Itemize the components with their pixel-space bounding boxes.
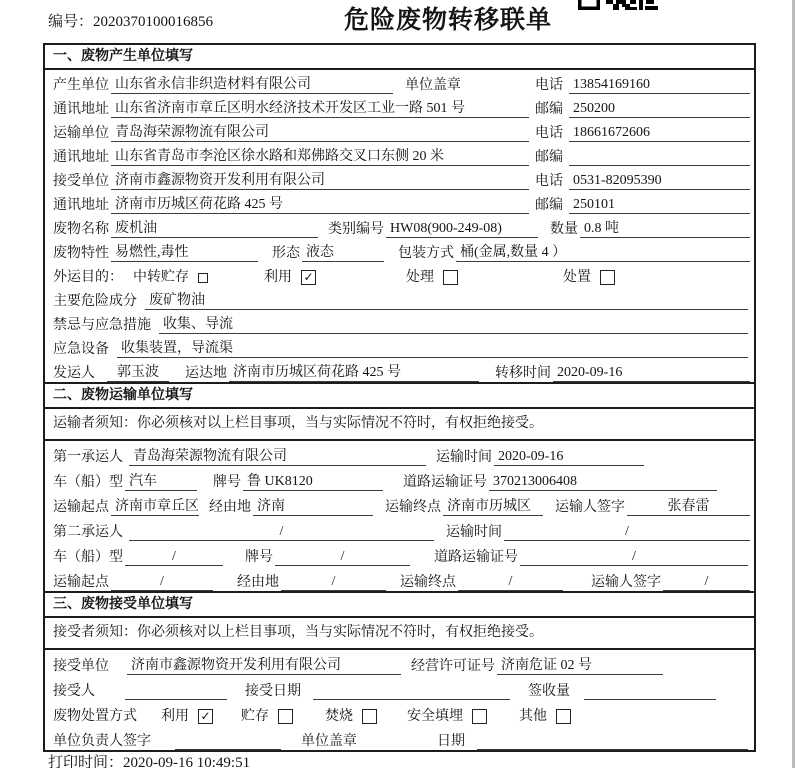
serial-label: 编号： — [48, 14, 94, 30]
section2-header: 二、废物运输单位填写 — [45, 382, 754, 409]
transporter-zip-value — [569, 149, 750, 166]
producer-address-value: 山东省济南市章丘区明水经济技术开发区工业一路 501 号 — [111, 100, 529, 118]
carrier2-label: 第二承运人 — [53, 525, 123, 540]
acceptor-row — [45, 675, 754, 700]
producer-label: 产生单位 — [53, 78, 109, 93]
purpose-row — [45, 262, 754, 286]
transporter-notice: 运输者须知：你必须核对以上栏目事项，当与实际情况不符时，有权拒绝接受。 — [45, 409, 754, 441]
plate1-value: 鲁 UK8120 — [243, 473, 383, 491]
sign2-value: / — [663, 573, 750, 591]
end1-value: 济南市历城区 — [443, 498, 543, 516]
producer-phone-value: 13854169160 — [569, 76, 750, 94]
origin2-value: / — [111, 573, 213, 591]
road-permit-label: 道路运输证号 — [434, 550, 518, 565]
destination-label: 运达地 — [185, 366, 227, 381]
carrier1-label: 第一承运人 — [53, 450, 123, 465]
end2-value: / — [458, 573, 563, 591]
qr-code-fragment-icon — [578, 0, 658, 11]
checkbox-icon — [556, 709, 571, 724]
vehicle-type-label: 车（船）型 — [53, 475, 123, 490]
receiver-address-value: 济南市历城区荷花路 425 号 — [111, 196, 529, 214]
destination-value: 济南市历城区荷花路 425 号 — [229, 364, 479, 382]
vehicle1-value: 汽车 — [125, 473, 197, 491]
print-time-label: 打印时间： — [48, 755, 124, 768]
sign-date-label: 日期 — [437, 734, 465, 749]
purpose-label: 外运目的： — [53, 270, 123, 285]
producer-address-row — [45, 94, 754, 118]
accept-unit-row — [45, 650, 754, 675]
zip-label: 邮编 — [535, 150, 563, 165]
waste-character-row — [45, 238, 754, 262]
purpose-option-utilize — [264, 269, 316, 286]
quantity-label: 数量 — [550, 222, 578, 237]
vehicle-type-label: 车（船）型 — [53, 550, 123, 565]
transport-time-label: 运输时间 — [446, 525, 502, 540]
vehicle2-value: / — [125, 548, 223, 566]
via-label: 经由地 — [209, 500, 251, 515]
vehicle1-row — [45, 466, 754, 491]
manager-sign-row — [45, 725, 754, 750]
form-value: 液态 — [302, 244, 384, 262]
receiver-zip-group — [535, 196, 750, 214]
print-time-line — [48, 751, 250, 768]
manager-sign-label: 单位负责人签字 — [53, 734, 151, 749]
checkbox-checked-icon: ✓ — [301, 270, 316, 285]
shipper-value: 郭玉波 — [107, 364, 169, 382]
end-label: 运输终点 — [385, 500, 441, 515]
producer-row — [45, 70, 754, 94]
equipment-value: 收集装置，导流渠 — [117, 340, 748, 358]
plate2-value: / — [275, 548, 410, 566]
checkbox-icon — [600, 270, 615, 285]
disposal-row — [45, 700, 754, 725]
disposal-option-label: 其他 — [519, 709, 547, 724]
receiver-zip-value: 250101 — [569, 196, 750, 214]
manifest-form-table — [43, 43, 756, 752]
taboo-value: 收集、导流 — [159, 316, 748, 334]
manager-sign-value — [175, 733, 281, 750]
vehicle2-row — [45, 541, 754, 566]
category-label: 类别编号 — [328, 222, 384, 237]
receiver-phone-group — [535, 172, 750, 190]
acceptor-label: 接受人 — [53, 684, 95, 699]
phone-label: 电话 — [535, 78, 563, 93]
producer-value: 山东省永信非织造材料有限公司 — [111, 76, 393, 94]
taboo-row — [45, 310, 754, 334]
origin-label: 运输起点 — [53, 500, 109, 515]
producer-zip-group — [535, 100, 750, 118]
carrier2-value: / — [129, 523, 434, 541]
accept-date-value — [313, 683, 510, 700]
carrier-sign-label: 运输人签字 — [591, 575, 661, 590]
carrier1-row — [45, 441, 754, 466]
permit1-value: 370213006408 — [489, 473, 717, 491]
transporter-address-value: 山东省青岛市李沧区徐水路和郑佛路交叉口东侧 20 米 — [111, 148, 529, 166]
quantity-value: 0.8 吨 — [580, 220, 750, 238]
sign1-value: 张春雷 — [627, 498, 750, 516]
equipment-label: 应急设备 — [53, 342, 109, 357]
receiver-address-row — [45, 190, 754, 214]
disposal-option-incinerate — [325, 708, 377, 725]
section1-header: 一、废物产生单位填写 — [45, 45, 754, 70]
receiver-phone-value: 0531-82095390 — [569, 172, 750, 190]
accept-date-label: 接受日期 — [245, 684, 301, 699]
transporter-phone-group — [535, 124, 750, 142]
producer-zip-value: 250200 — [569, 100, 750, 118]
carrier2-row — [45, 516, 754, 541]
permit2-value: / — [520, 548, 748, 566]
transport-time-label: 运输时间 — [436, 450, 492, 465]
checkbox-icon — [278, 709, 293, 724]
producer-phone-group — [535, 76, 750, 94]
disposal-option-label: 贮存 — [241, 709, 269, 724]
receiver-label: 接受单位 — [53, 174, 109, 189]
section1-body — [45, 70, 754, 382]
purpose-option-label: 利用 — [264, 270, 292, 285]
disposal-option-other — [519, 708, 571, 725]
section2-body — [45, 441, 754, 591]
hazard-row — [45, 286, 754, 310]
receiver-notice: 接受者须知：你必须核对以上栏目事项，当与实际情况不符时，有权拒绝接受。 — [45, 618, 754, 650]
transporter-row — [45, 118, 754, 142]
transporter-address-row — [45, 142, 754, 166]
unit-seal-label: 单位盖章 — [405, 78, 461, 93]
serial-number-line — [48, 10, 213, 31]
disposal-option-label: 焚烧 — [325, 709, 353, 724]
unit-seal-label: 单位盖章 — [301, 734, 357, 749]
route1-row — [45, 491, 754, 516]
received-qty-label: 签收量 — [528, 684, 570, 699]
equipment-row — [45, 334, 754, 358]
purpose-option-transfer — [133, 269, 208, 286]
phone-label: 电话 — [535, 126, 563, 141]
transporter-zip-group — [535, 149, 750, 166]
disposal-option-utilize — [161, 708, 213, 725]
road-permit-label: 道路运输证号 — [403, 475, 487, 490]
checkbox-icon — [443, 270, 458, 285]
checkbox-checked-icon: ✓ — [198, 709, 213, 724]
taboo-label: 禁忌与应急措施 — [53, 318, 151, 333]
waste-name-label: 废物名称 — [53, 222, 109, 237]
received-qty-value — [584, 683, 716, 700]
origin-label: 运输起点 — [53, 575, 109, 590]
zip-label: 邮编 — [535, 198, 563, 213]
purpose-option-label: 处置 — [563, 270, 591, 285]
via-label: 经由地 — [237, 575, 279, 590]
disposal-option-landfill — [407, 708, 487, 725]
checkbox-icon — [362, 709, 377, 724]
print-time-value: 2020-09-16 10:49:51 — [123, 755, 251, 768]
sign-date-value — [477, 733, 748, 750]
disposal-option-store — [241, 708, 293, 725]
purpose-option-treat — [406, 269, 458, 286]
address-label: 通讯地址 — [53, 198, 109, 213]
license-label: 经营许可证号 — [411, 659, 495, 674]
transfer-time-label: 转移时间 — [495, 366, 551, 381]
plate-label: 牌号 — [213, 475, 241, 490]
form-label: 形态 — [272, 246, 300, 261]
waste-name-row — [45, 214, 754, 238]
via2-value: / — [281, 573, 386, 591]
hazard-value: 废矿物油 — [145, 292, 748, 310]
carrier-sign-label: 运输人签字 — [555, 500, 625, 515]
receiver-value: 济南市鑫源物资开发利用有限公司 — [111, 172, 529, 190]
character-value: 易燃性,毒性 — [111, 244, 258, 262]
disposal-option-label: 安全填埋 — [407, 709, 463, 724]
character-label: 废物特性 — [53, 246, 109, 261]
section3-body — [45, 650, 754, 750]
section3-header: 三、废物接受单位填写 — [45, 591, 754, 618]
transporter-label: 运输单位 — [53, 126, 109, 141]
address-label: 通讯地址 — [53, 102, 109, 117]
purpose-option-label: 处理 — [406, 270, 434, 285]
shipper-label: 发运人 — [53, 366, 95, 381]
checkbox-icon — [472, 709, 487, 724]
acceptor-value — [125, 683, 227, 700]
checkbox-icon — [198, 273, 208, 283]
plate-label: 牌号 — [245, 550, 273, 565]
packing-value: 桶(金属,数量 4 ） — [456, 244, 750, 262]
disposal-label: 废物处置方式 — [53, 709, 137, 724]
zip-label: 邮编 — [535, 102, 563, 117]
serial-number: 2020370100016856 — [93, 14, 214, 30]
page-title: 危险废物转移联单 — [343, 7, 552, 34]
carrier2-time-value: / — [504, 523, 750, 541]
via1-value: 济南 — [253, 498, 373, 516]
purpose-option-dispose — [563, 269, 615, 286]
category-value: HW08(900-249-08) — [386, 220, 538, 238]
transporter-phone-value: 18661672606 — [569, 124, 750, 142]
transfer-time-value: 2020-09-16 — [553, 364, 750, 382]
purpose-option-label: 中转贮存 — [133, 270, 189, 285]
phone-label: 电话 — [535, 174, 563, 189]
waste-name-value: 废机油 — [111, 220, 318, 238]
origin1-value: 济南市章丘区 — [111, 498, 199, 516]
disposal-option-label: 利用 — [161, 709, 189, 724]
accept-unit-label: 接受单位 — [53, 659, 109, 674]
carrier1-value: 青岛海荣源物流有限公司 — [129, 448, 426, 466]
shipper-row — [45, 358, 754, 382]
route2-row — [45, 566, 754, 591]
address-label: 通讯地址 — [53, 150, 109, 165]
receiver-row — [45, 166, 754, 190]
end-label: 运输终点 — [400, 575, 456, 590]
page-edge-line — [792, 0, 795, 768]
accept-unit-value: 济南市鑫源物资开发利用有限公司 — [127, 657, 401, 675]
hazard-label: 主要危险成分 — [53, 294, 137, 309]
transporter-value: 青岛海荣源物流有限公司 — [111, 124, 529, 142]
packing-label: 包装方式 — [398, 246, 454, 261]
carrier1-time-value: 2020-09-16 — [494, 448, 644, 466]
license-value: 济南危证 02 号 — [497, 657, 663, 675]
